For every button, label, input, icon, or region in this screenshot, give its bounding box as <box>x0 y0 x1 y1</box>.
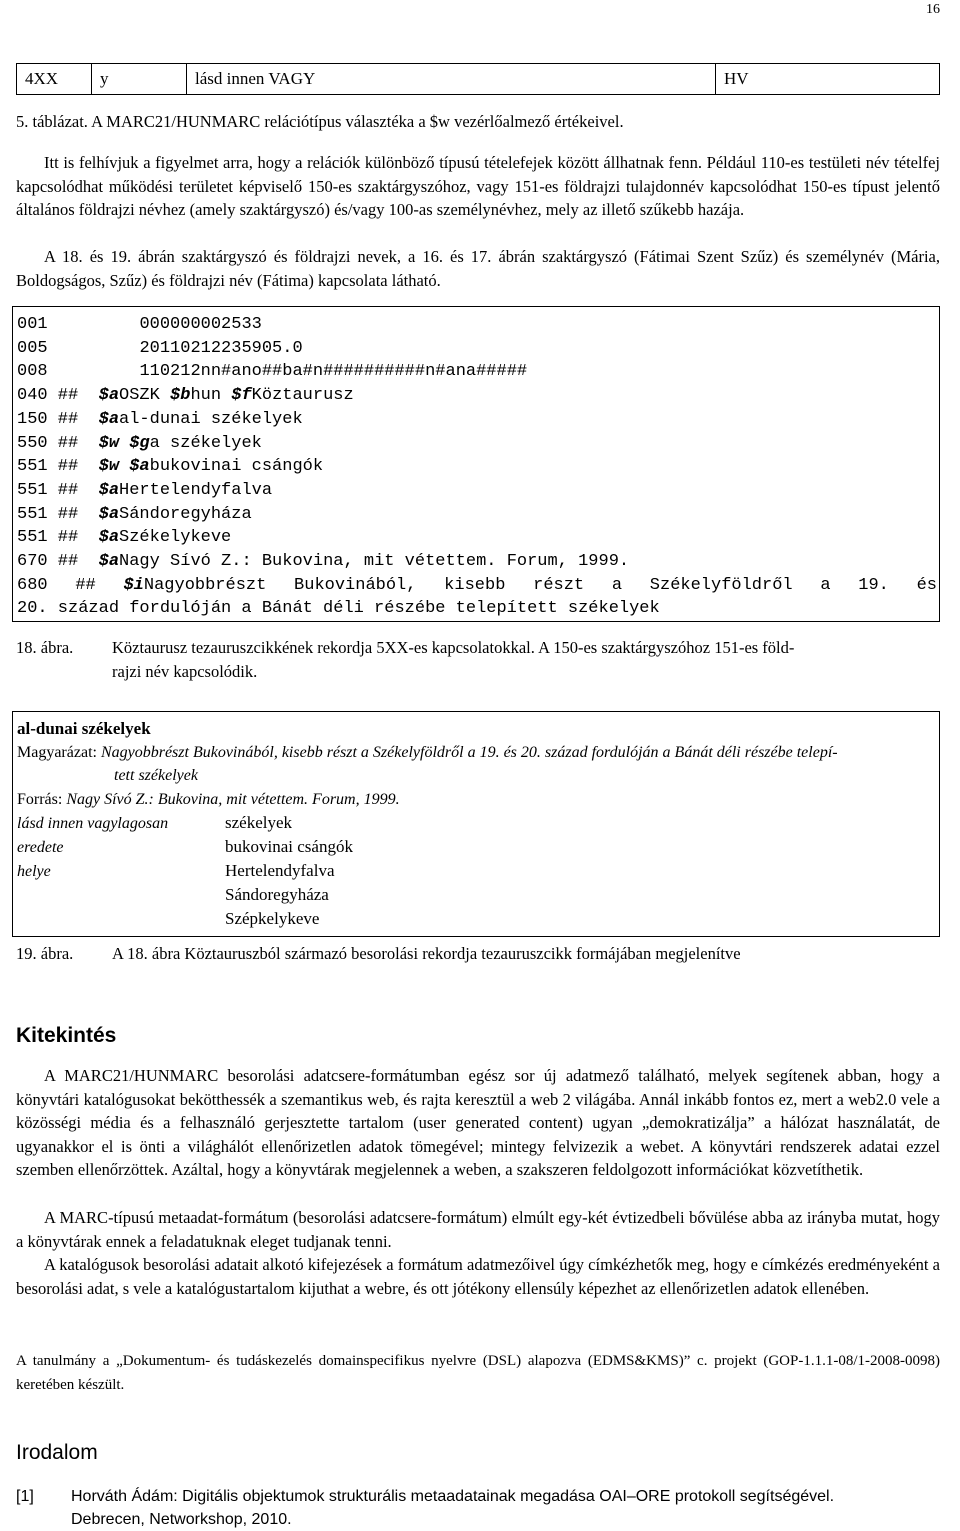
table-cell-w-value: y <box>92 64 187 95</box>
record-line-040 <box>13 384 939 408</box>
subfield-code: $a <box>98 552 120 572</box>
explanation-text: Nagyobbrészt Bukovinából, kisebb részt a Székelyföldről a 19. és 20. század fordulóján a Bánát déli részébe telepí- <box>100 744 838 761</box>
relation-label: eredete <box>17 839 64 856</box>
relation-value: Hertelendyfalva <box>225 861 335 880</box>
subfield-code: $a <box>98 386 120 406</box>
outlook-paragraph-2: A MARC-típusú metaadat-formátum (besorolási adatcsere-formátum) elmúlt egy-két évtizedbeli bővülése abba az irányba mutat, hogy a könyvtárak ennek a feladatuknak eleget tudjanak tenni. <box>16 1208 940 1251</box>
field-value: hun <box>190 386 232 406</box>
field-value: 20110212235905.0 <box>139 338 303 358</box>
record-line-551 <box>13 479 939 503</box>
record-line-680-cont <box>13 597 939 621</box>
explanation-text-cont: tett székelyek <box>114 767 198 784</box>
subfield-code: $a <box>129 457 150 477</box>
article-heading: al-dunai székelyek <box>17 719 151 738</box>
figure-label: 18. ábra. <box>16 638 74 657</box>
subfield-code: $i <box>123 575 144 595</box>
explanation-label: Magyarázat: <box>17 744 101 761</box>
subfield-code: $f <box>231 386 252 406</box>
record-line-005 <box>13 337 939 361</box>
reference-text <box>71 1485 940 1531</box>
record-line-551 <box>13 526 939 550</box>
figure-18-caption <box>16 636 940 681</box>
paragraph-1: Itt is felhívjuk a figyelmet arra, hogy a relációk különböző típusú tételefejek között állhatnak fenn. Például 110-es testületi név tételfej kapcsolódhat működési területet képviselő 150-es szaktárgyszóhoz, vagy 151-es földrajzi tulajdonnév kapcsolódhat 150-es típust jelentő általános földrajzi névhez (amely szaktárgyszó) és/vagy 100-as személynévhez, mely az illető szűkebb hazája. <box>16 153 940 219</box>
record-line-680 <box>13 574 939 598</box>
field-tag: 551 ## <box>17 457 79 477</box>
field-tag: 551 ## <box>17 480 79 500</box>
relation-type-table <box>16 63 940 95</box>
record-line-008 <box>13 360 939 384</box>
field-value: Nagyobbrészt Bukovinából, kisebb részt a Székelyföldről a 19. és <box>143 575 938 595</box>
relation-value: Sándoregyháza <box>225 885 329 904</box>
field-tag: 680 ## <box>17 575 96 595</box>
record-line-001 <box>13 313 939 337</box>
subfield-code: $a <box>98 480 120 500</box>
figure-label: 19. ábra. <box>16 944 74 963</box>
field-tag: 551 ## <box>17 528 79 548</box>
subfield-code: $a <box>98 409 120 429</box>
figure-text-line: Köztaurusz tezauruszcikkének rekordja 5XX-es kapcsolatokkal. A 150-es szaktárgyszóhoz 151-es föld- <box>112 638 795 657</box>
figure-19-caption <box>16 942 940 966</box>
relation-value: bukovinai csángók <box>225 837 353 856</box>
field-value: Székelykeve <box>119 528 232 548</box>
field-value: 110212nn#ano##ba#n##########n#ana##### <box>139 362 528 382</box>
article-explanation <box>17 741 937 765</box>
relation-value: székelyek <box>225 813 293 832</box>
paragraph-2: A 18. és 19. ábrán szaktárgyszó és földrajzi nevek, a 16. és 17. ábrán szaktárgyszó (Fátimai Szent Szűz) és személynév (Mária, Boldogságos, Szűz) és földrajzi név (Fátima) kapcsolata látható. <box>16 247 940 290</box>
subfield-code: $b <box>170 386 191 406</box>
field-value: Sándoregyháza <box>119 504 252 524</box>
reference-text-line: Debrecen, Networkshop, 2010. <box>71 1511 292 1528</box>
field-value: a székelyek <box>149 433 262 453</box>
field-value: 20. század fordulóján a Bánát déli részébe telepített székelyek <box>17 599 660 619</box>
article-source <box>17 788 400 812</box>
funding-note: A tanulmány a „Dokumentum- és tudáskezelés domainspecifikus nyelvre (DSL) alapozva (EDMS&KMS)” c. projekt (GOP-1.1.1-08/1-2008-0098) keretében készült. <box>16 1353 940 1393</box>
record-line-551 <box>13 503 939 527</box>
source-text: Nagy Sívó Z.: Bukovina, mit vétettem. Forum, 1999. <box>66 791 400 808</box>
field-value: 000000002533 <box>139 315 262 334</box>
field-tag: 670 ## <box>17 552 79 572</box>
record-line-551 <box>13 455 939 479</box>
page-number: 16 <box>926 2 940 17</box>
field-value: Köztaurusz <box>251 386 354 406</box>
figure-text-line: rajzi név kapcsolódik. <box>112 661 258 681</box>
section-heading-outlook: Kitekintés <box>16 1024 117 1047</box>
table-row <box>17 64 940 95</box>
field-value: al-dunai székelyek <box>119 409 303 429</box>
figure-text <box>112 636 940 683</box>
reference-text-line: Horváth Ádám: Digitális objektumok strukturális metaadatainak megadása OAI–ORE protokoll segítségével. <box>71 1488 835 1505</box>
table-cell-code: 4XX <box>17 64 92 95</box>
relation-label: helye <box>17 863 51 880</box>
marc-record <box>12 306 940 622</box>
figure-text: A 18. ábra Köztauruszból származó besorolási rekordja tezauruszcikk formájában megjelenítve <box>112 944 741 963</box>
record-line-150 <box>13 408 939 432</box>
subfield-code: $w <box>98 457 120 477</box>
record-line-670 <box>13 550 939 574</box>
section-heading-references: Irodalom <box>16 1441 98 1464</box>
table-caption: 5. táblázat. A MARC21/HUNMARC relációtípus választéka a $w vezérlőalmező értékeivel. <box>16 112 624 131</box>
subfield-code: $a <box>98 528 120 548</box>
reference-number: [1] <box>16 1488 34 1505</box>
table-cell-abbrev: HV <box>716 64 940 95</box>
relation-label: lásd innen vagylagosan <box>17 815 169 832</box>
subfield-code: $a <box>98 504 120 524</box>
field-tag: 001 <box>17 315 48 334</box>
subfield-code: $w <box>98 433 120 453</box>
field-value: Hertelendyfalva <box>119 480 273 500</box>
field-tag: 040 ## <box>17 386 79 406</box>
field-tag: 008 <box>17 362 48 382</box>
field-tag: 551 ## <box>17 504 79 524</box>
field-tag: 150 ## <box>17 409 79 429</box>
field-value: bukovinai csángók <box>149 457 324 477</box>
source-label: Forrás: <box>17 791 67 808</box>
outlook-paragraph-1: A MARC21/HUNMARC besorolási adatcsere-formátumban egész sor új adatmező található, melyek segítenek abban, hogy a könyvtári katalógusokat bekötthessék a szemantikus web, és rajta keresztül a web 2 világába. Annál inkább fontos ez, mert a web2.0 vele a közösségi média és a felhasználó gerjesztette tartalom (user generated content) ugyan „demokratizálja” a hálózat használatát, de ugyanakkor el is önti a világhálót ellenőrizetlen adatok tömegével; mintegy felvizezik a webet. A könyvtári rendszerek adatai ezzel szemben ellenőrzöttek. Azáltal, hogy a könyvtárak megjelennek a weben, a szakszeren feldolgozott információkat közvetíthetik. <box>16 1066 940 1179</box>
field-tag: 550 ## <box>17 433 79 453</box>
field-value: Nagy Sívó Z.: Bukovina, mit vétettem. Forum, 1999. <box>119 552 630 572</box>
thesaurus-article <box>12 711 940 937</box>
subfield-code: $g <box>129 433 150 453</box>
outlook-paragraph-3: A katalógusok besorolási adatait alkotó kifejezések a formátum adatmezőivel úgy címkézhetők meg, hogy e címkézés eredményeként a besorolási adat, s vele a katalógustartalom kijuthat a webre, és ott jótékony ellensúly képezhet az ellenőrizetlen adatok ellenében. <box>16 1255 940 1298</box>
field-tag: 005 <box>17 338 48 358</box>
field-value: OSZK <box>119 386 171 406</box>
relation-value: Szépkelykeve <box>225 909 320 928</box>
table-cell-relation: lásd innen VAGY <box>187 64 716 95</box>
record-line-550 <box>13 432 939 456</box>
